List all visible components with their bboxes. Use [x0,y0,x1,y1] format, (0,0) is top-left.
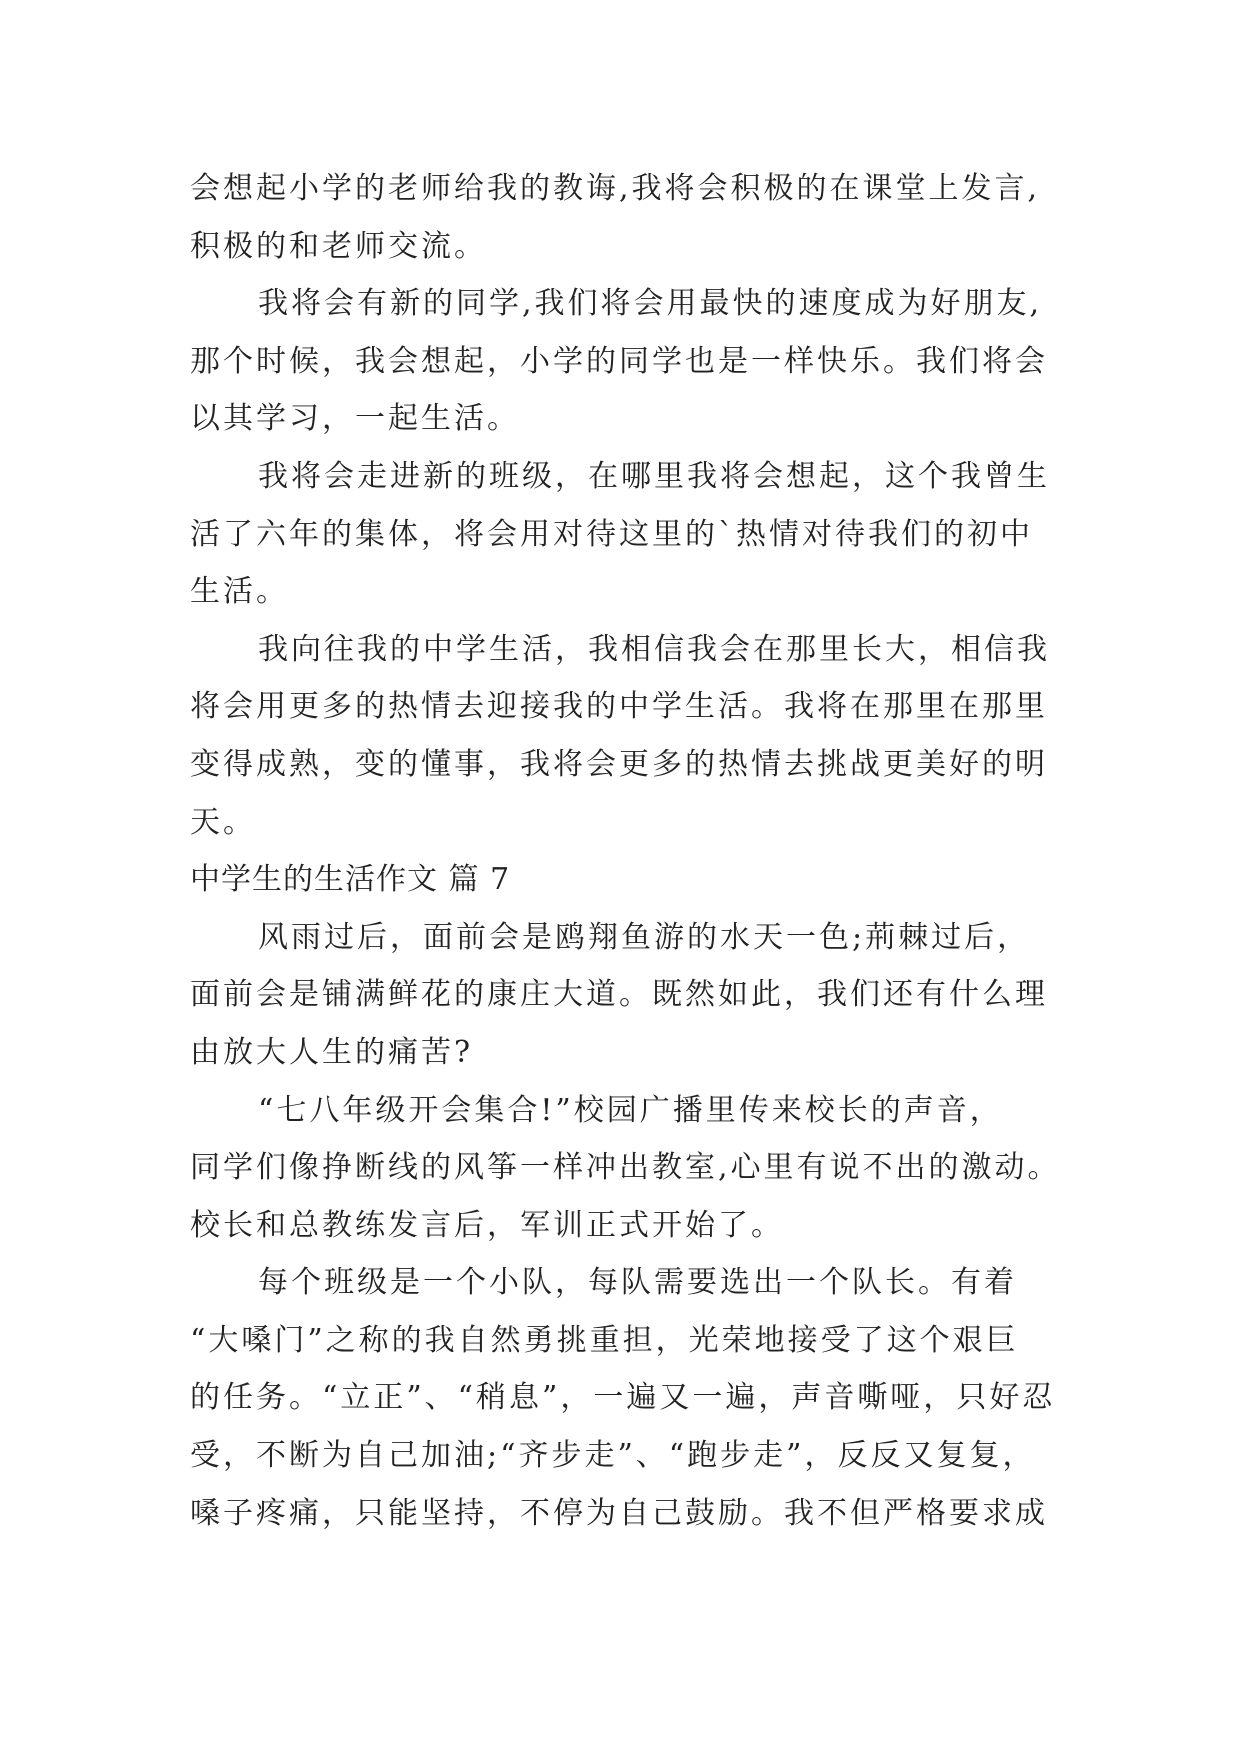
text-line: 活了六年的集体，将会用对待这里的`热情对待我们的初中 [190,516,1033,552]
text-line: 变得成熟，变的懂事，我将会更多的热情去挑战更美好的明 [190,746,1048,782]
text-line: 将会用更多的热情去迎接我的中学生活。我将在那里在那里 [190,689,1048,725]
text-line: 以其学习，一起生活。 [190,401,520,437]
text-line: 同学们像挣断线的风筝一样冲出教室,心里有说不出的激动。 [190,1150,1061,1186]
text-line: 我向往我的中学生活，我相信我会在那里长大，相信我 [258,631,1050,667]
text-line: 校长和总教练发言后，军训正式开始了。 [190,1207,784,1243]
text-line: 生活。 [190,574,289,610]
text-line: 受，不断为自己加油;“齐步走”、“跑步走”，反反又复复， [190,1438,1036,1474]
text-line: 我将会走进新的班级，在哪里我将会想起，这个我曾生 [258,458,1050,494]
text-line: 那个时候，我会想起，小学的同学也是一样快乐。我们将会 [190,343,1048,379]
text-line: 天。 [190,804,256,840]
text-line: “七八年级开会集合!”校园广播里传来校长的声音， [258,1092,1003,1128]
essay-body [190,160,1090,1542]
text-line: 嗓子疼痛，只能坚持，不停为自己鼓励。我不但严格要求成 [190,1495,1048,1531]
text-line: “大嗓门”之称的我自然勇挑重担，光荣地接受了这个艰巨 [190,1322,1019,1358]
text-line: 积极的和老师交流。 [190,228,487,264]
section-heading: 中学生的生活作文 篇 7 [190,862,511,898]
text-line: 由放大人生的痛苦? [190,1034,474,1070]
text-line: 面前会是铺满鲜花的康庄大道。既然如此，我们还有什么理 [190,977,1048,1013]
text-line: 我将会有新的同学,我们将会用最快的速度成为好朋友, [258,286,1043,322]
text-line: 会想起小学的老师给我的教诲,我将会积极的在课堂上发言, [190,171,1041,206]
text-line: 风雨过后，面前会是鸥翔鱼游的水天一色;荊棘过后， [258,919,1031,955]
text-line: 的任务。“立正”、“稍息”，一遍又一遍，声音嘶哑，只好忍 [190,1380,1056,1416]
text-line: 每个班级是一个小队，每队需要选出一个队长。有着 [258,1265,1017,1301]
